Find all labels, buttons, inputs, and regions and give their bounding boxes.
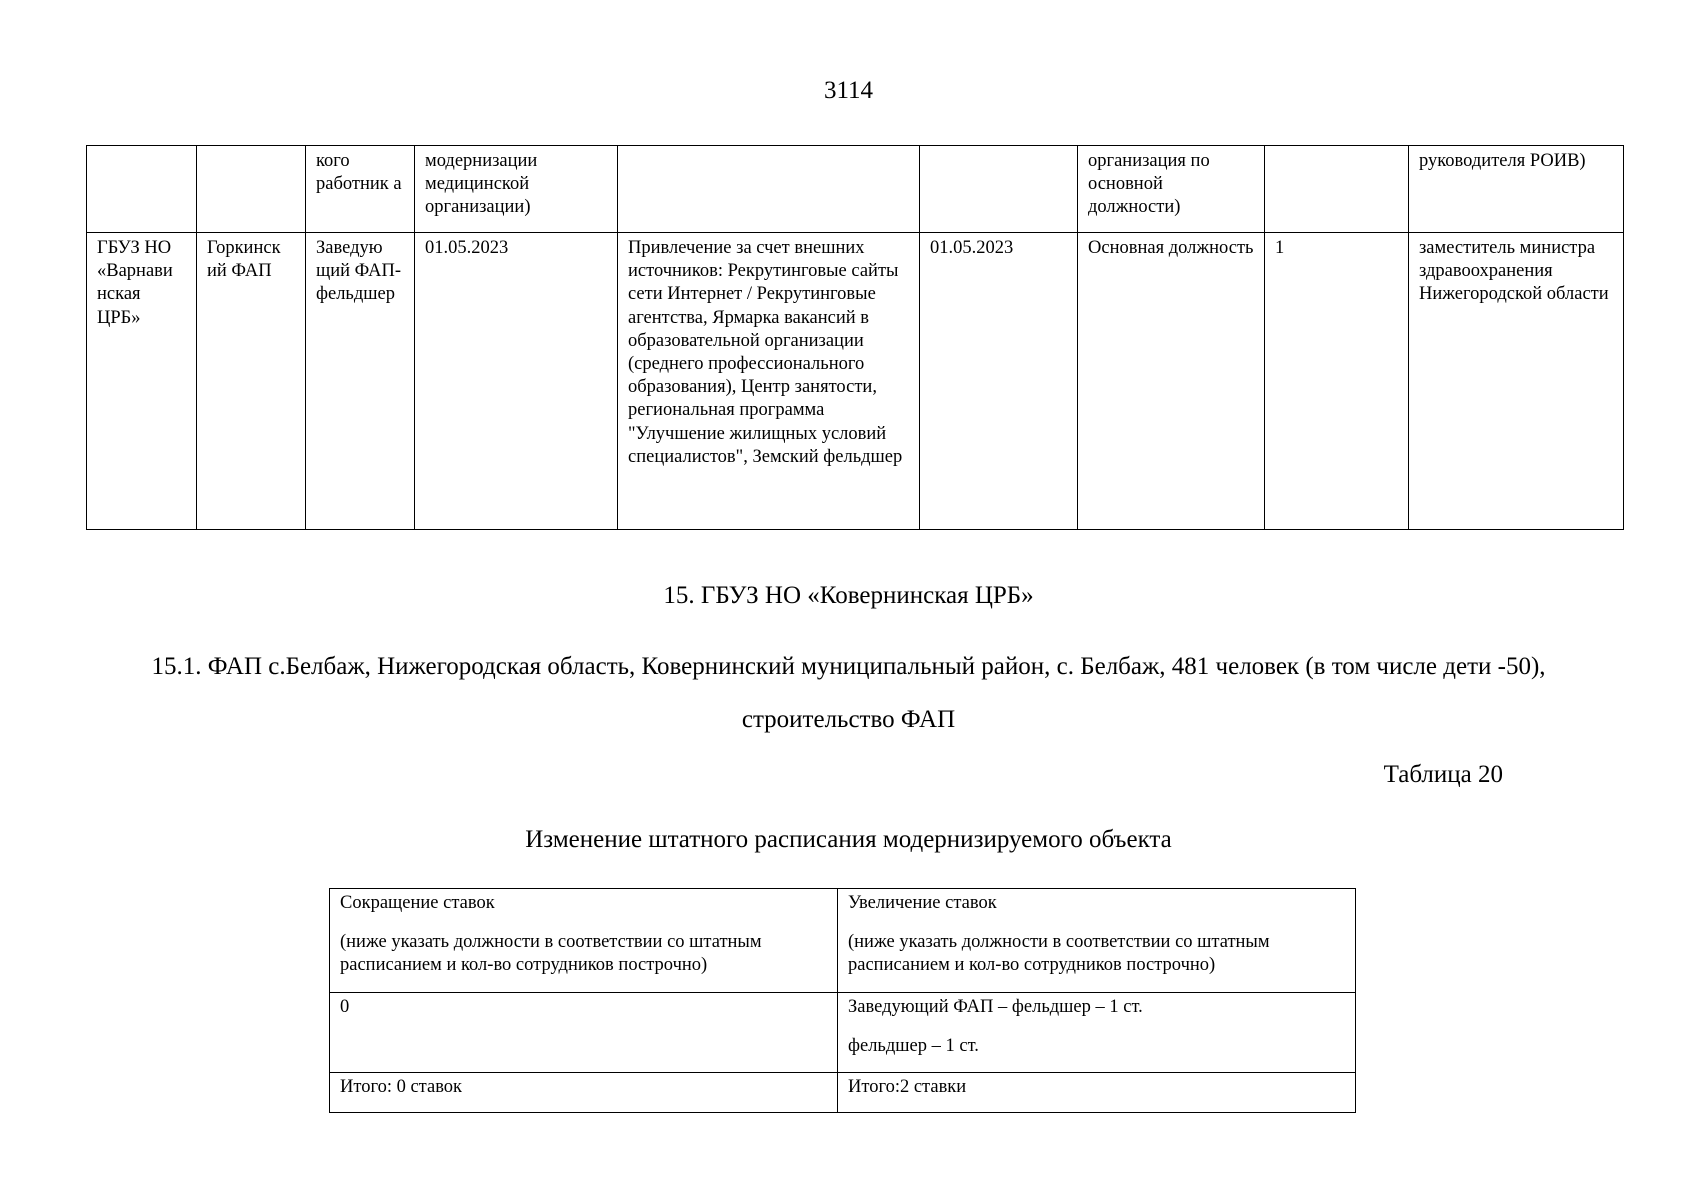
increase-header: Увеличение ставок xyxy=(848,893,997,913)
table-cell xyxy=(330,1073,838,1113)
table-number: Таблица 20 xyxy=(1383,761,1503,788)
reduction-note: (ниже указать должности в соответствии со штатным расписанием и кол-во сотрудников построчно) xyxy=(340,932,762,975)
increase-note: (ниже указать должности в соответствии со штатным расписанием и кол-во сотрудников построчно) xyxy=(848,932,1270,975)
table-cell xyxy=(838,889,1356,993)
table-cell xyxy=(330,889,838,993)
table-cell: организация по основной должности) xyxy=(1078,146,1265,233)
increase-item: Заведующий ФАП – фельдшер – 1 ст. xyxy=(848,997,1143,1017)
table-cell: руководителя РОИВ) xyxy=(1409,146,1624,233)
table-row xyxy=(330,993,1356,1073)
table-cell: модернизации медицинской организации) xyxy=(415,146,618,233)
increase-total: Итого:2 ставки xyxy=(848,1077,967,1097)
table-cell: кого работник а xyxy=(306,146,415,233)
table-cell: 01.05.2023 xyxy=(920,233,1078,530)
table-cell: 01.05.2023 xyxy=(415,233,618,530)
table-cell: 1 xyxy=(1265,233,1409,530)
table-cell xyxy=(838,1073,1356,1113)
staff-change-table xyxy=(329,888,1356,1113)
table-row xyxy=(330,889,1356,993)
table-cell xyxy=(87,146,197,233)
recruitment-table xyxy=(86,145,1624,530)
table-row xyxy=(87,233,1624,530)
table-cell: Привлечение за счет внешних источников: Рекрутинговые сайты сети Интернет / Рекрутинговые агентства, Ярмарка вакансий в образовательной организации (среднего профессионального образования), Центр занятости, региональная программа "Улучшение жилищных условий специалистов", Земский фельдшер xyxy=(618,233,920,530)
table-cell: заместитель министра здравоохранения Нижегородской области xyxy=(1409,233,1624,530)
table-title: Изменение штатного расписания модернизируемого объекта xyxy=(525,826,1172,853)
table-cell: Горкинск ий ФАП xyxy=(197,233,306,530)
table-cell xyxy=(1265,146,1409,233)
increase-item: фельдшер – 1 ст. xyxy=(848,1036,979,1056)
reduction-total: Итого: 0 ставок xyxy=(340,1077,463,1097)
section-heading: 15. ГБУЗ НО «Ковернинская ЦРБ» xyxy=(663,582,1034,609)
table-cell: Основная должность xyxy=(1078,233,1265,530)
table-cell xyxy=(618,146,920,233)
table-cell xyxy=(330,993,838,1073)
table-cell xyxy=(920,146,1078,233)
table-cell xyxy=(197,146,306,233)
table-cell xyxy=(838,993,1356,1073)
subsection-heading: 15.1. ФАП с.Белбаж, Нижегородская область, Ковернинский муниципальный район, с. Белбаж, 481 человек (в том числе дети -50), строительство ФАП xyxy=(151,653,1546,733)
table-cell: Заведую щий ФАП-фельдшер xyxy=(306,233,415,530)
table-row xyxy=(87,146,1624,233)
reduction-value: 0 xyxy=(340,997,350,1017)
table-cell: ГБУЗ НО «Варнави нская ЦРБ» xyxy=(87,233,197,530)
reduction-header: Сокращение ставок xyxy=(340,893,495,913)
page-number: 3114 xyxy=(823,77,874,104)
table-row xyxy=(330,1073,1356,1113)
